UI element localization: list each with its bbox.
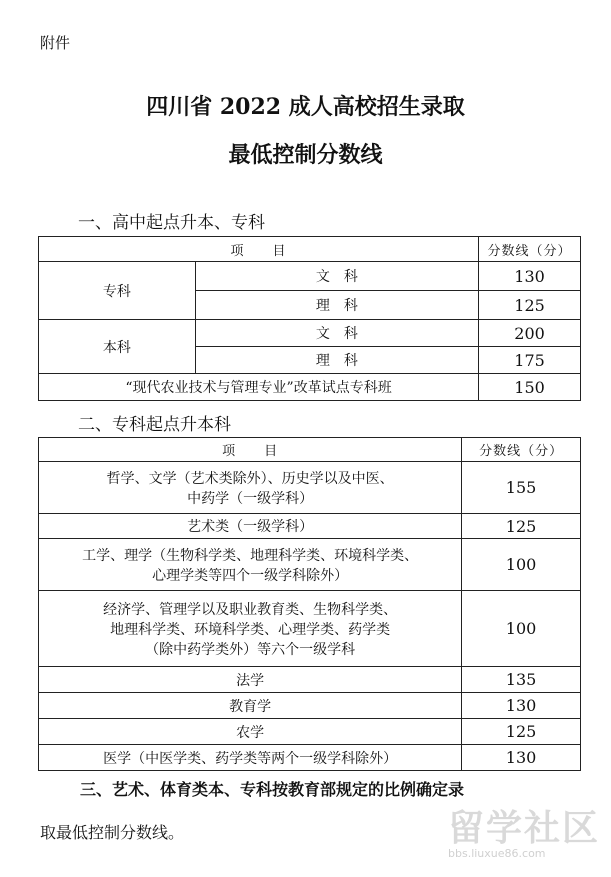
table-row: [39, 693, 581, 719]
table-row: [39, 539, 581, 591]
table-row: [39, 591, 581, 667]
score-cell: 125: [462, 514, 581, 539]
header-score: 分数线（分）: [462, 438, 581, 462]
group-label-benke: 本科: [39, 320, 196, 374]
score-cell: 125: [479, 291, 581, 320]
subject-line: 地理科学类、环境科学类、心理学类、药学类: [110, 621, 391, 638]
table-row: [39, 374, 581, 401]
subject-line: 工学、理学（生物科学类、地理科学类、环境科学类、: [82, 547, 419, 564]
group-label-zhuanke: 专科: [39, 262, 196, 320]
table-row: [39, 514, 581, 539]
section2-heading: 二、专科起点升本科: [78, 415, 231, 435]
watermark-logo-text: 留学社区: [448, 808, 601, 849]
footer-line-2: 取最低控制分数线。: [40, 823, 185, 842]
document-title: 四川省 2022 成人高校招生录取: [146, 94, 465, 120]
section1-table: [38, 236, 581, 401]
score-cell: 155: [462, 462, 581, 514]
special-class-label: “现代农业技术与管理专业”改革试点专科班: [39, 374, 479, 401]
score-cell: 130: [462, 693, 581, 719]
subject-cell: 农学: [39, 719, 462, 745]
site-watermark: [448, 800, 608, 860]
subject-line: 经济学、管理学以及职业教育类、生物科学类、: [103, 601, 398, 618]
score-cell: 150: [479, 374, 581, 401]
subject-cell: 理 科: [195, 347, 478, 374]
header-item: 项 目: [39, 438, 462, 462]
table-row: [39, 667, 581, 693]
score-cell: 100: [462, 539, 581, 591]
subject-cell: 文 科: [195, 262, 478, 291]
subject-cell: 法学: [39, 667, 462, 693]
subject-cell: 文 科: [195, 320, 478, 347]
subject-line: （除中药学类外）等六个一级学科: [145, 641, 356, 658]
document-subtitle: 最低控制分数线: [228, 142, 383, 168]
table-row: [39, 462, 581, 514]
section2-table: [38, 437, 581, 771]
subject-cell: 教育学: [39, 693, 462, 719]
subject-cell: [39, 462, 462, 514]
table-header-row: [39, 237, 581, 262]
header-score: 分数线（分）: [479, 237, 581, 262]
score-cell: 130: [462, 745, 581, 771]
subject-line: 中药学（一级学科）: [187, 490, 314, 507]
table-row: [39, 262, 581, 291]
subject-cell: 理 科: [195, 291, 478, 320]
table-header-row: [39, 438, 581, 462]
table-row: [39, 719, 581, 745]
table-row: [39, 320, 581, 347]
attachment-label: 附件: [40, 34, 71, 52]
score-cell: 135: [462, 667, 581, 693]
score-cell: 100: [462, 591, 581, 667]
header-item: 项 目: [39, 237, 479, 262]
section1-heading: 一、高中起点升本、专科: [78, 213, 265, 233]
score-cell: 200: [479, 320, 581, 347]
table-row: [39, 745, 581, 771]
score-cell: 125: [462, 719, 581, 745]
score-cell: 130: [479, 262, 581, 291]
subject-cell: [39, 539, 462, 591]
watermark-url: bbs.liuxue86.com: [448, 847, 546, 860]
subject-cell: 艺术类（一级学科）: [39, 514, 462, 539]
subject-line: 哲学、文学（艺术类除外）、历史学以及中医、: [106, 470, 394, 487]
subject-line: 心理学类等四个一级学科除外）: [152, 567, 349, 584]
subject-cell: [39, 591, 462, 667]
footer-line-1: 三、艺术、体育类本、专科按教育部规定的比例确定录: [80, 780, 465, 799]
subject-cell: 医学（中医学类、药学类等两个一级学科除外）: [39, 745, 462, 771]
score-cell: 175: [479, 347, 581, 374]
